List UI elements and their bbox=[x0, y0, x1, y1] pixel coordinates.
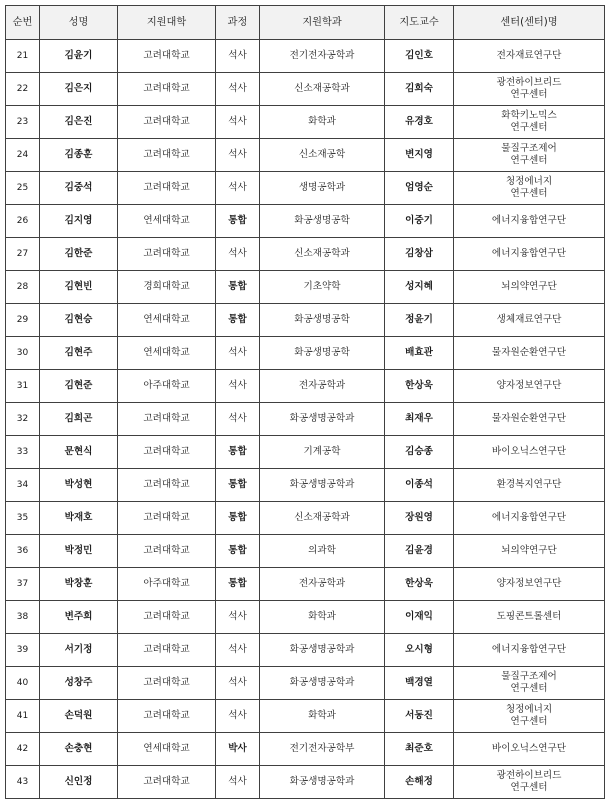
cell-course: 통합 bbox=[216, 535, 260, 568]
cell-department: 화학과 bbox=[260, 700, 385, 733]
center-name-line: 바이오닉스연구단 bbox=[491, 446, 567, 457]
cell-center bbox=[454, 601, 605, 634]
cell-center bbox=[454, 205, 605, 238]
header-department: 지원학과 bbox=[260, 6, 385, 40]
cell-name: 김종훈 bbox=[40, 139, 118, 172]
cell-advisor: 김창삼 bbox=[385, 238, 454, 271]
cell-no: 22 bbox=[6, 73, 40, 106]
cell-no: 35 bbox=[6, 502, 40, 535]
table-row bbox=[6, 700, 605, 733]
cell-course: 석사 bbox=[216, 667, 260, 700]
cell-advisor: 김윤경 bbox=[385, 535, 454, 568]
table-row bbox=[6, 766, 605, 799]
cell-no: 31 bbox=[6, 370, 40, 403]
cell-name: 김현승 bbox=[40, 304, 118, 337]
cell-university: 고려대학교 bbox=[118, 73, 216, 106]
cell-advisor: 정윤기 bbox=[385, 304, 454, 337]
center-name-line: 광전하이브리드 bbox=[496, 770, 562, 781]
table-row bbox=[6, 733, 605, 766]
cell-center bbox=[454, 403, 605, 436]
cell-center bbox=[454, 469, 605, 502]
cell-name: 박창훈 bbox=[40, 568, 118, 601]
center-name-line: 물자원순환연구단 bbox=[491, 413, 567, 424]
cell-name: 손충현 bbox=[40, 733, 118, 766]
cell-course: 석사 bbox=[216, 403, 260, 436]
cell-center bbox=[454, 73, 605, 106]
cell-name: 박재호 bbox=[40, 502, 118, 535]
center-name-line: 에너지융합연구단 bbox=[491, 644, 567, 655]
center-name-line: 양자정보연구단 bbox=[496, 380, 562, 391]
cell-no: 40 bbox=[6, 667, 40, 700]
cell-university: 고려대학교 bbox=[118, 436, 216, 469]
cell-university: 고려대학교 bbox=[118, 469, 216, 502]
cell-no: 26 bbox=[6, 205, 40, 238]
cell-advisor: 손해정 bbox=[385, 766, 454, 799]
cell-name: 김현주 bbox=[40, 337, 118, 370]
center-name-line: 연구센터 bbox=[510, 782, 548, 793]
cell-advisor: 최준호 bbox=[385, 733, 454, 766]
header-row bbox=[6, 6, 605, 40]
center-name-line: 청정에너지 bbox=[505, 704, 553, 715]
cell-no: 28 bbox=[6, 271, 40, 304]
cell-name: 김희곤 bbox=[40, 403, 118, 436]
applicant-table bbox=[5, 5, 605, 799]
cell-center bbox=[454, 502, 605, 535]
cell-department: 화학과 bbox=[260, 106, 385, 139]
cell-advisor: 한상욱 bbox=[385, 370, 454, 403]
cell-university: 고려대학교 bbox=[118, 172, 216, 205]
cell-no: 42 bbox=[6, 733, 40, 766]
cell-no: 25 bbox=[6, 172, 40, 205]
cell-center bbox=[454, 766, 605, 799]
center-name-line: 물자원순환연구단 bbox=[491, 347, 567, 358]
cell-department: 전자공학과 bbox=[260, 568, 385, 601]
cell-advisor: 오시형 bbox=[385, 634, 454, 667]
cell-center bbox=[454, 238, 605, 271]
cell-department: 화공생명공학 bbox=[260, 304, 385, 337]
cell-center bbox=[454, 271, 605, 304]
cell-course: 석사 bbox=[216, 601, 260, 634]
cell-no: 43 bbox=[6, 766, 40, 799]
table-row bbox=[6, 370, 605, 403]
cell-name: 김현빈 bbox=[40, 271, 118, 304]
cell-course: 통합 bbox=[216, 568, 260, 601]
cell-center bbox=[454, 436, 605, 469]
table-row bbox=[6, 568, 605, 601]
cell-name: 박성현 bbox=[40, 469, 118, 502]
center-name-line: 광전하이브리드 bbox=[496, 77, 562, 88]
cell-department: 생명공학과 bbox=[260, 172, 385, 205]
cell-no: 30 bbox=[6, 337, 40, 370]
cell-university: 아주대학교 bbox=[118, 370, 216, 403]
center-name-line: 물질구조제어 bbox=[501, 143, 557, 154]
cell-advisor: 김승종 bbox=[385, 436, 454, 469]
center-name-line: 환경복지연구단 bbox=[496, 479, 562, 490]
cell-advisor: 이종석 bbox=[385, 469, 454, 502]
table-row bbox=[6, 40, 605, 73]
cell-advisor: 김인호 bbox=[385, 40, 454, 73]
cell-center bbox=[454, 139, 605, 172]
table-row bbox=[6, 403, 605, 436]
center-name-line: 연구센터 bbox=[510, 122, 548, 133]
cell-center bbox=[454, 535, 605, 568]
cell-no: 38 bbox=[6, 601, 40, 634]
center-name-line: 생체재료연구단 bbox=[496, 314, 562, 325]
cell-center bbox=[454, 106, 605, 139]
cell-course: 석사 bbox=[216, 337, 260, 370]
cell-department: 화공생명공학과 bbox=[260, 634, 385, 667]
table-row bbox=[6, 139, 605, 172]
header-no: 순번 bbox=[6, 6, 40, 40]
cell-advisor: 장원영 bbox=[385, 502, 454, 535]
table-row bbox=[6, 304, 605, 337]
cell-university: 아주대학교 bbox=[118, 568, 216, 601]
cell-advisor: 한상욱 bbox=[385, 568, 454, 601]
table-row bbox=[6, 436, 605, 469]
cell-advisor: 서동진 bbox=[385, 700, 454, 733]
cell-name: 김현준 bbox=[40, 370, 118, 403]
cell-department: 화공생명공학과 bbox=[260, 667, 385, 700]
table-row bbox=[6, 469, 605, 502]
cell-name: 서기정 bbox=[40, 634, 118, 667]
cell-name: 김은진 bbox=[40, 106, 118, 139]
cell-course: 박사 bbox=[216, 733, 260, 766]
table-row bbox=[6, 205, 605, 238]
center-name-line: 전자재료연구단 bbox=[496, 50, 562, 61]
cell-course: 석사 bbox=[216, 139, 260, 172]
header-center: 센터(센터)명 bbox=[454, 6, 605, 40]
center-name-line: 연구센터 bbox=[510, 716, 548, 727]
cell-course: 통합 bbox=[216, 205, 260, 238]
cell-name: 성창주 bbox=[40, 667, 118, 700]
cell-university: 고려대학교 bbox=[118, 106, 216, 139]
cell-university: 연세대학교 bbox=[118, 205, 216, 238]
cell-center bbox=[454, 568, 605, 601]
cell-name: 김한준 bbox=[40, 238, 118, 271]
cell-department: 화학과 bbox=[260, 601, 385, 634]
cell-name: 김지영 bbox=[40, 205, 118, 238]
cell-course: 석사 bbox=[216, 106, 260, 139]
center-name-line: 연구센터 bbox=[510, 188, 548, 199]
center-name-line: 물질구조제어 bbox=[501, 671, 557, 682]
cell-center bbox=[454, 40, 605, 73]
center-name-line: 양자정보연구단 bbox=[496, 578, 562, 589]
cell-name: 김은지 bbox=[40, 73, 118, 106]
cell-department: 화공생명공학 bbox=[260, 205, 385, 238]
cell-university: 연세대학교 bbox=[118, 337, 216, 370]
cell-university: 경희대학교 bbox=[118, 271, 216, 304]
cell-department: 화공생명공학과 bbox=[260, 766, 385, 799]
cell-name: 박정민 bbox=[40, 535, 118, 568]
cell-center bbox=[454, 667, 605, 700]
cell-no: 41 bbox=[6, 700, 40, 733]
center-name-line: 연구센터 bbox=[510, 89, 548, 100]
cell-advisor: 배효관 bbox=[385, 337, 454, 370]
center-name-line: 뇌의약연구단 bbox=[501, 281, 557, 292]
cell-course: 통합 bbox=[216, 469, 260, 502]
cell-advisor: 성지혜 bbox=[385, 271, 454, 304]
cell-name: 손덕원 bbox=[40, 700, 118, 733]
table-row bbox=[6, 271, 605, 304]
cell-center bbox=[454, 172, 605, 205]
cell-department: 화공생명공학과 bbox=[260, 469, 385, 502]
cell-university: 고려대학교 bbox=[118, 601, 216, 634]
cell-university: 고려대학교 bbox=[118, 139, 216, 172]
cell-no: 32 bbox=[6, 403, 40, 436]
cell-center bbox=[454, 700, 605, 733]
cell-name: 변주희 bbox=[40, 601, 118, 634]
cell-no: 24 bbox=[6, 139, 40, 172]
cell-department: 기초약학 bbox=[260, 271, 385, 304]
cell-course: 석사 bbox=[216, 766, 260, 799]
cell-name: 신인정 bbox=[40, 766, 118, 799]
cell-center bbox=[454, 634, 605, 667]
cell-department: 전기전자공학부 bbox=[260, 733, 385, 766]
table-row bbox=[6, 667, 605, 700]
cell-department: 의과학 bbox=[260, 535, 385, 568]
cell-university: 고려대학교 bbox=[118, 40, 216, 73]
table-row bbox=[6, 502, 605, 535]
cell-advisor: 최재우 bbox=[385, 403, 454, 436]
center-name-line: 뇌의약연구단 bbox=[501, 545, 557, 556]
cell-name: 김중석 bbox=[40, 172, 118, 205]
table-row bbox=[6, 634, 605, 667]
table-row bbox=[6, 238, 605, 271]
center-name-line: 청정에너지 bbox=[505, 176, 553, 187]
cell-department: 신소재공학 bbox=[260, 139, 385, 172]
cell-course: 석사 bbox=[216, 700, 260, 733]
cell-university: 연세대학교 bbox=[118, 304, 216, 337]
cell-advisor: 유경호 bbox=[385, 106, 454, 139]
cell-university: 고려대학교 bbox=[118, 700, 216, 733]
cell-department: 신소재공학과 bbox=[260, 73, 385, 106]
cell-name: 김윤기 bbox=[40, 40, 118, 73]
cell-university: 고려대학교 bbox=[118, 634, 216, 667]
cell-no: 37 bbox=[6, 568, 40, 601]
cell-department: 화공생명공학 bbox=[260, 337, 385, 370]
cell-university: 고려대학교 bbox=[118, 535, 216, 568]
cell-university: 연세대학교 bbox=[118, 733, 216, 766]
cell-name: 문현식 bbox=[40, 436, 118, 469]
cell-center bbox=[454, 370, 605, 403]
cell-center bbox=[454, 733, 605, 766]
cell-university: 고려대학교 bbox=[118, 403, 216, 436]
cell-no: 36 bbox=[6, 535, 40, 568]
cell-university: 고려대학교 bbox=[118, 502, 216, 535]
cell-no: 34 bbox=[6, 469, 40, 502]
cell-no: 39 bbox=[6, 634, 40, 667]
table-row bbox=[6, 535, 605, 568]
cell-department: 전자공학과 bbox=[260, 370, 385, 403]
center-name-line: 도핑콘트롤센터 bbox=[496, 611, 562, 622]
table-row bbox=[6, 601, 605, 634]
cell-course: 석사 bbox=[216, 40, 260, 73]
cell-department: 기계공학 bbox=[260, 436, 385, 469]
cell-center bbox=[454, 304, 605, 337]
cell-course: 통합 bbox=[216, 436, 260, 469]
cell-center bbox=[454, 337, 605, 370]
cell-advisor: 이중기 bbox=[385, 205, 454, 238]
header-advisor: 지도교수 bbox=[385, 6, 454, 40]
cell-course: 통합 bbox=[216, 502, 260, 535]
cell-course: 통합 bbox=[216, 271, 260, 304]
cell-department: 전기전자공학과 bbox=[260, 40, 385, 73]
cell-advisor: 엄영순 bbox=[385, 172, 454, 205]
center-name-line: 에너지융합연구단 bbox=[491, 248, 567, 259]
center-name-line: 에너지융합연구단 bbox=[491, 512, 567, 523]
cell-university: 고려대학교 bbox=[118, 766, 216, 799]
cell-no: 27 bbox=[6, 238, 40, 271]
cell-department: 신소재공학과 bbox=[260, 238, 385, 271]
cell-course: 석사 bbox=[216, 172, 260, 205]
cell-advisor: 김희숙 bbox=[385, 73, 454, 106]
center-name-line: 에너지융합연구단 bbox=[491, 215, 567, 226]
cell-advisor: 이재익 bbox=[385, 601, 454, 634]
cell-department: 화공생명공학과 bbox=[260, 403, 385, 436]
cell-course: 통합 bbox=[216, 304, 260, 337]
cell-no: 33 bbox=[6, 436, 40, 469]
cell-course: 석사 bbox=[216, 238, 260, 271]
center-name-line: 연구센터 bbox=[510, 155, 548, 166]
cell-advisor: 백경열 bbox=[385, 667, 454, 700]
cell-no: 29 bbox=[6, 304, 40, 337]
table-row bbox=[6, 106, 605, 139]
header-name: 성명 bbox=[40, 6, 118, 40]
cell-no: 23 bbox=[6, 106, 40, 139]
cell-advisor: 변지영 bbox=[385, 139, 454, 172]
cell-course: 석사 bbox=[216, 634, 260, 667]
cell-no: 21 bbox=[6, 40, 40, 73]
table-row bbox=[6, 337, 605, 370]
table-row bbox=[6, 172, 605, 205]
header-university: 지원대학 bbox=[118, 6, 216, 40]
cell-university: 고려대학교 bbox=[118, 667, 216, 700]
center-name-line: 화학키노믹스 bbox=[501, 110, 557, 121]
header-course: 과정 bbox=[216, 6, 260, 40]
cell-course: 석사 bbox=[216, 73, 260, 106]
cell-course: 석사 bbox=[216, 370, 260, 403]
center-name-line: 연구센터 bbox=[510, 683, 548, 694]
cell-department: 신소재공학과 bbox=[260, 502, 385, 535]
center-name-line: 바이오닉스연구단 bbox=[491, 743, 567, 754]
cell-university: 고려대학교 bbox=[118, 238, 216, 271]
table-row bbox=[6, 73, 605, 106]
